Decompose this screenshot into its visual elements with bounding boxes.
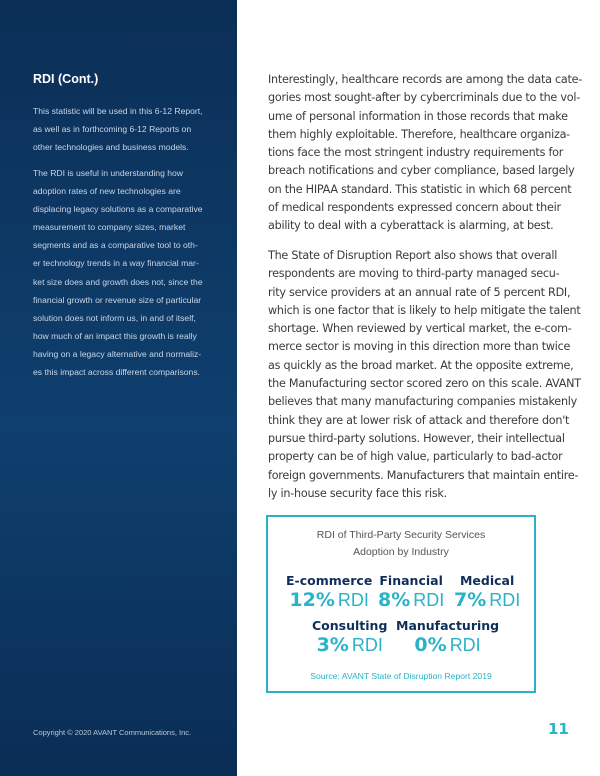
stat-value xyxy=(454,589,520,611)
stat-unit: RDI xyxy=(351,635,383,655)
sidebar-p2-line: how much of an impact this growth is really xyxy=(33,330,197,341)
stat-value xyxy=(396,634,499,656)
stat-value xyxy=(286,589,372,611)
body-p2-line: The State of Disruption Report also shows that overall xyxy=(268,249,558,262)
copyright-notice: Copyright © 2020 AVANT Communications, Inc. xyxy=(33,728,192,737)
sidebar-title: RDI (Cont.) xyxy=(33,72,99,86)
body-p1-line: them highly exploitable. Therefore, healthcare organiza- xyxy=(268,127,570,141)
stat-number: 0% xyxy=(414,634,447,656)
rdi-infobox xyxy=(266,515,536,693)
body-p2-line: believes that many manufacturing companies mistakenly xyxy=(268,395,578,409)
stat-unit: RDI xyxy=(449,635,481,655)
infobox-title xyxy=(268,527,534,561)
body-paragraph-1 xyxy=(268,71,583,236)
stat-number: 3% xyxy=(316,634,349,656)
stat-number: 7% xyxy=(454,589,487,611)
sidebar-p2-line: solution does not inform us, in and of itself, xyxy=(33,312,196,323)
sidebar-p2-line: measurement to company sizes, market xyxy=(33,222,186,233)
sidebar-p2-line: er technology trends in a way financial mar- xyxy=(33,258,199,269)
stat-consulting xyxy=(312,618,387,656)
body-p2-line: foreign governments. Manufacturers that maintain entire- xyxy=(268,468,579,482)
sidebar-p1-line: other technologies and business models. xyxy=(33,142,189,153)
infobox-source: Source: AVANT State of Disruption Report 2019 xyxy=(310,671,492,681)
body-p2-line: pursue third-party solutions. However, their intellectual xyxy=(268,431,565,445)
sidebar-p2-line: segments and as a comparative tool to oth- xyxy=(33,240,198,251)
stat-label: E-commerce xyxy=(286,573,373,588)
body-p1-line: breach notifications and cyber compliance, based largely xyxy=(268,164,575,178)
sidebar-p2-line: displacing legacy solutions as a comparative xyxy=(33,204,203,215)
body-p2-line: think they are at lower risk of attack and therefore don't xyxy=(268,413,570,427)
body-p2-line: property can be of high value, particularly to bad-actor xyxy=(268,450,563,464)
sidebar-p2-line: adoption rates of new technologies are xyxy=(33,186,181,197)
stat-number: 12% xyxy=(289,589,335,611)
body-p1-line: tions face the most stringent industry requirements for xyxy=(268,146,564,160)
infobox-title-line-1: RDI of Third-Party Security Services xyxy=(316,529,486,541)
stat-financial xyxy=(378,573,444,611)
stat-ecommerce xyxy=(286,573,372,611)
stat-label: Consulting xyxy=(312,618,388,633)
body-p2-line: the Manufacturing sector scored zero on this scale. AVANT xyxy=(268,377,581,391)
sidebar-paragraph-1 xyxy=(33,102,209,156)
sidebar-panel xyxy=(0,0,237,776)
stat-manufacturing xyxy=(396,618,499,656)
body-p2-line: ly in-house security face this risk. xyxy=(268,486,447,500)
sidebar-p2-line: having on a legacy alternative and normaliz- xyxy=(33,348,202,359)
sidebar-p2-line: financial growth or revenue size of particular xyxy=(33,294,202,305)
stat-label: Financial xyxy=(379,573,443,588)
stat-unit: RDI xyxy=(489,590,521,610)
body-p1-line: on the HIPAA standard. This statistic in which 68 percent xyxy=(268,182,572,196)
body-paragraph-2 xyxy=(268,247,581,503)
stat-medical xyxy=(454,573,520,611)
sidebar-paragraph-2 xyxy=(33,164,209,381)
body-p2-line: shortage. When reviewed by vertical market, the e-com- xyxy=(268,322,572,336)
infobox-title-line-2: Adoption by Industry xyxy=(353,546,449,558)
stat-unit: RDI xyxy=(413,590,445,610)
stat-unit: RDI xyxy=(337,590,369,610)
body-p2-line: which is one factor that is likely to help mitigate the talent xyxy=(268,303,581,317)
body-p1-line: Interestingly, healthcare records are among the data cate- xyxy=(268,73,583,86)
body-p1-line: gories most sought-after by cybercriminals due to the vol- xyxy=(268,91,580,105)
sidebar-p1-line: as well as in forthcoming 6-12 Reports on xyxy=(33,124,192,135)
sidebar-p2-line: ket size does and growth does not, since the xyxy=(33,276,203,287)
sidebar-p2-line: The RDI is useful in understanding how xyxy=(33,168,183,178)
stat-number: 8% xyxy=(378,589,411,611)
body-p2-line: merce sector is moving in this direction more than twice xyxy=(268,340,571,354)
body-p1-line: of medical respondents expressed concern about their xyxy=(268,201,561,215)
stat-label: Manufacturing xyxy=(396,618,500,633)
body-p2-line: rity service providers at an annual rate of 5 percent RDI, xyxy=(268,285,571,299)
body-p1-line: ume of personal information in those records that make xyxy=(268,109,568,123)
sidebar-p2-line: es this impact across different comparisons. xyxy=(33,367,201,378)
body-p2-line: as quickly as the broad market. At the opposite extreme, xyxy=(268,358,574,372)
body-p1-line: ability to deal with a cyberattack is alarming, at best. xyxy=(268,219,554,233)
stat-label: Medical xyxy=(459,573,515,588)
sidebar-p1-line: This statistic will be used in this 6-12 Report, xyxy=(33,106,203,116)
page-number: 11 xyxy=(548,720,569,738)
body-p2-line: respondents are moving to third-party managed secu- xyxy=(268,267,560,281)
stat-value xyxy=(312,634,387,656)
stat-value xyxy=(378,589,444,611)
